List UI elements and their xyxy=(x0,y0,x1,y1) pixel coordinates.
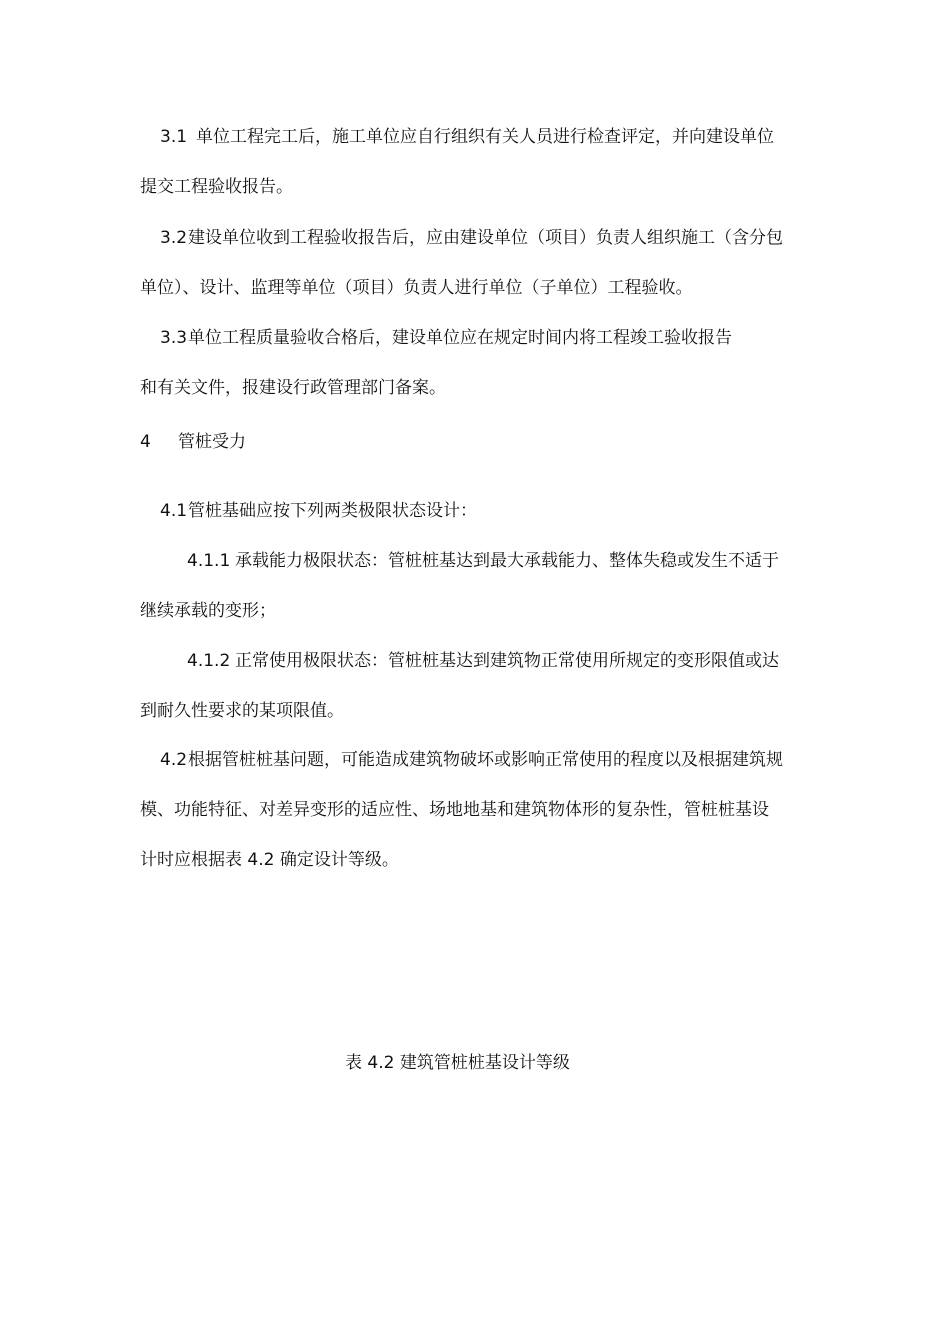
paragraph-number: 3.3 xyxy=(160,328,188,348)
paragraph-3-2-line-2: 单位）、设计、监理等单位（项目）负责人进行单位（子单位）工程验收。 xyxy=(140,278,693,298)
paragraph-number: 4.1 xyxy=(160,501,188,521)
paragraph-number: 3.1 xyxy=(160,127,188,147)
paragraph-3-2-line-1 xyxy=(160,230,783,247)
section-4-heading xyxy=(140,434,246,451)
paragraph-number: 4.1.2 xyxy=(187,651,231,671)
paragraph-text: 根据管桩桩基问题，可能造成建筑物破坏或影响正常使用的程度以及根据建筑规 xyxy=(188,750,783,770)
section-number: 4 xyxy=(140,432,151,452)
paragraph-4-1-2-line-2: 到耐久性要求的某项限值。 xyxy=(140,701,344,721)
paragraph-number: 4.1.1 xyxy=(187,551,231,571)
paragraph-text: 单位工程完工后，施工单位应自行组织有关人员进行检查评定，并向建设单位 xyxy=(196,127,774,147)
paragraph-3-3-line-2: 和有关文件，报建设行政管理部门备案。 xyxy=(140,378,446,398)
section-title: 管桩受力 xyxy=(178,432,246,452)
paragraph-4-1-2-line-1 xyxy=(187,653,779,670)
paragraph-4-1-1-line-2: 继续承载的变形； xyxy=(140,601,276,621)
paragraph-text: 管桩基础应按下列两类极限状态设计： xyxy=(188,501,477,521)
paragraph-number: 4.2 xyxy=(160,750,188,770)
paragraph-3-1-line-2: 提交工程验收报告。 xyxy=(140,177,293,197)
paragraph-4-2-line-2: 模、功能特征、对差异变形的适应性、场地地基和建筑物体形的复杂性，管桩桩基设 xyxy=(140,800,769,820)
paragraph-3-1-line-1 xyxy=(160,129,774,146)
paragraph-number: 3.2 xyxy=(160,228,188,248)
paragraph-4-2-line-1 xyxy=(160,752,783,769)
paragraph-4-1-line-1 xyxy=(160,503,477,520)
table-caption: 表 4.2 建筑管桩桩基设计等级 xyxy=(345,1053,570,1073)
paragraph-4-2-line-3: 计时应根据表 4.2 确定设计等级。 xyxy=(140,850,399,870)
paragraph-3-3-line-1 xyxy=(160,330,732,347)
paragraph-4-1-1-line-1 xyxy=(187,553,779,570)
paragraph-text: 单位工程质量验收合格后，建设单位应在规定时间内将工程竣工验收报告 xyxy=(188,328,732,348)
paragraph-text: 建设单位收到工程验收报告后，应由建设单位（项目）负责人组织施工（含分包 xyxy=(188,228,783,248)
paragraph-text: 正常使用极限状态：管桩桩基达到建筑物正常使用所规定的变形限值或达 xyxy=(235,651,779,671)
paragraph-text: 承载能力极限状态：管桩桩基达到最大承载能力、整体失稳或发生不适于 xyxy=(235,551,779,571)
